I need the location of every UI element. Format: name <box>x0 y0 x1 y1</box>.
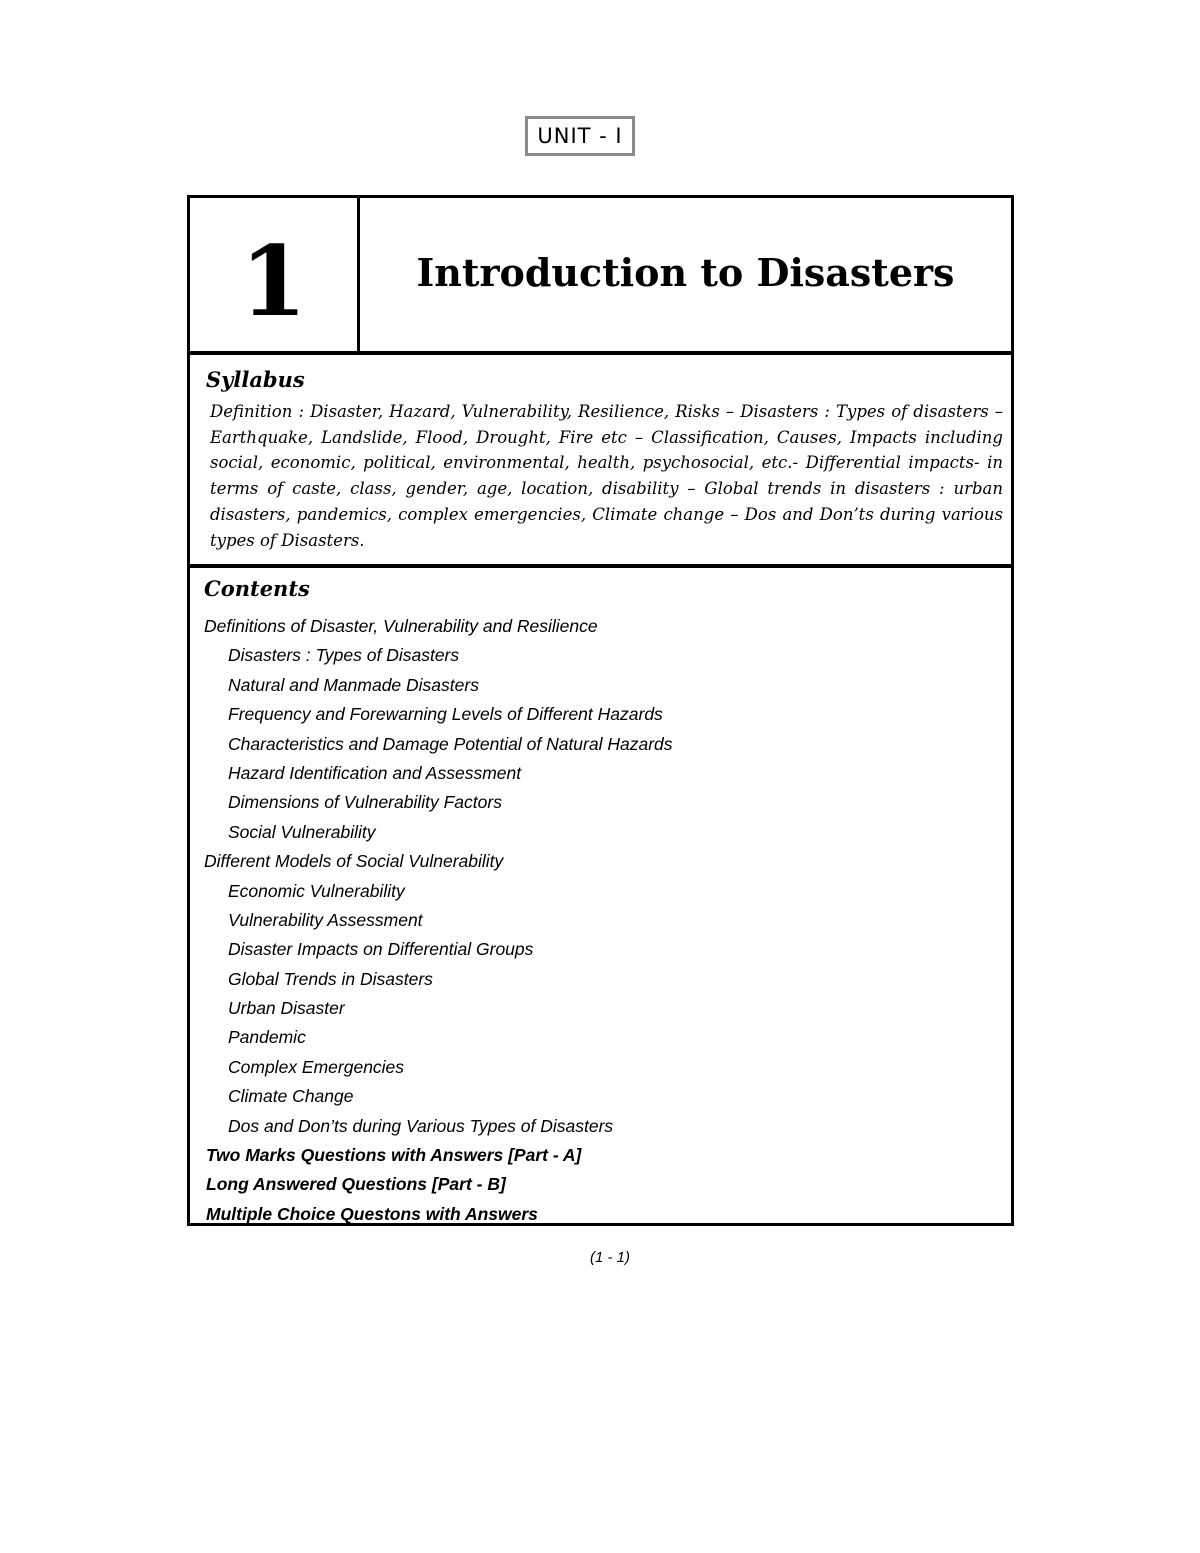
contents-item: Dos and Don’ts during Various Types of Disasters <box>228 1115 614 1136</box>
contents-item: Frequency and Forewarning Levels of Different Hazards <box>228 704 663 725</box>
syllabus-heading: Syllabus <box>206 367 305 392</box>
contents-item: Climate Change <box>228 1086 354 1107</box>
contents-item: Economic Vulnerability <box>228 880 405 901</box>
chapter-header <box>190 198 1011 355</box>
contents-item: Characteristics and Damage Potential of Natural Hazards <box>228 733 673 754</box>
contents-item: Complex Emergencies <box>228 1056 405 1077</box>
contents-heading: Contents <box>204 576 310 601</box>
contents-item: Definitions of Disaster, Vulnerability and Resilience <box>204 616 598 636</box>
page-number: (1 - 1) <box>589 1249 630 1266</box>
contents-item: Vulnerability Assessment <box>228 909 423 930</box>
chapter-number: 1 <box>190 198 360 351</box>
contents-item: Global Trends in Disasters <box>228 968 433 989</box>
contents-item: Disasters : Types of Disasters <box>228 645 460 666</box>
contents-list <box>204 612 1003 1229</box>
contents-item: Natural and Manmade Disasters <box>228 674 479 695</box>
contents-item: Long Answered Questions [Part - B] <box>206 1174 506 1195</box>
contents-item: Urban Disaster <box>228 998 345 1019</box>
syllabus-section <box>190 355 1011 568</box>
contents-item: Disaster Impacts on Differential Groups <box>228 939 534 960</box>
contents-item: Social Vulnerability <box>228 821 376 842</box>
unit-label: UNIT - I <box>525 116 635 156</box>
chapter-title: Introduction to Disasters <box>416 250 955 295</box>
syllabus-text: Definition : Disaster, Hazard, Vulnerability, Resilience, Risks – Disasters : Types of disasters – Earthquake, Landslide, Flood, Drought, Fire etc – Classification, Causes, Impacts including social, economic, political, environmental, health, psychosocial, etc.- Differential impacts- in terms of caste, class, gender, age, location, disability – Global trends in disasters : urban disasters, pandemics, complex emergencies, Climate change – Dos and Don’ts during various types of Disasters. <box>210 402 1003 550</box>
chapter-frame <box>187 195 1014 1226</box>
contents-item: Dimensions of Vulnerability Factors <box>228 792 502 813</box>
contents-item: Pandemic <box>228 1027 306 1048</box>
contents-item: Multiple Choice Questons with Answers <box>206 1203 538 1224</box>
contents-section <box>190 568 1011 1223</box>
contents-item: Two Marks Questions with Answers [Part - A] <box>206 1145 582 1166</box>
contents-item: Hazard Identification and Assessment <box>228 762 522 783</box>
contents-item: Different Models of Social Vulnerability <box>204 851 504 872</box>
